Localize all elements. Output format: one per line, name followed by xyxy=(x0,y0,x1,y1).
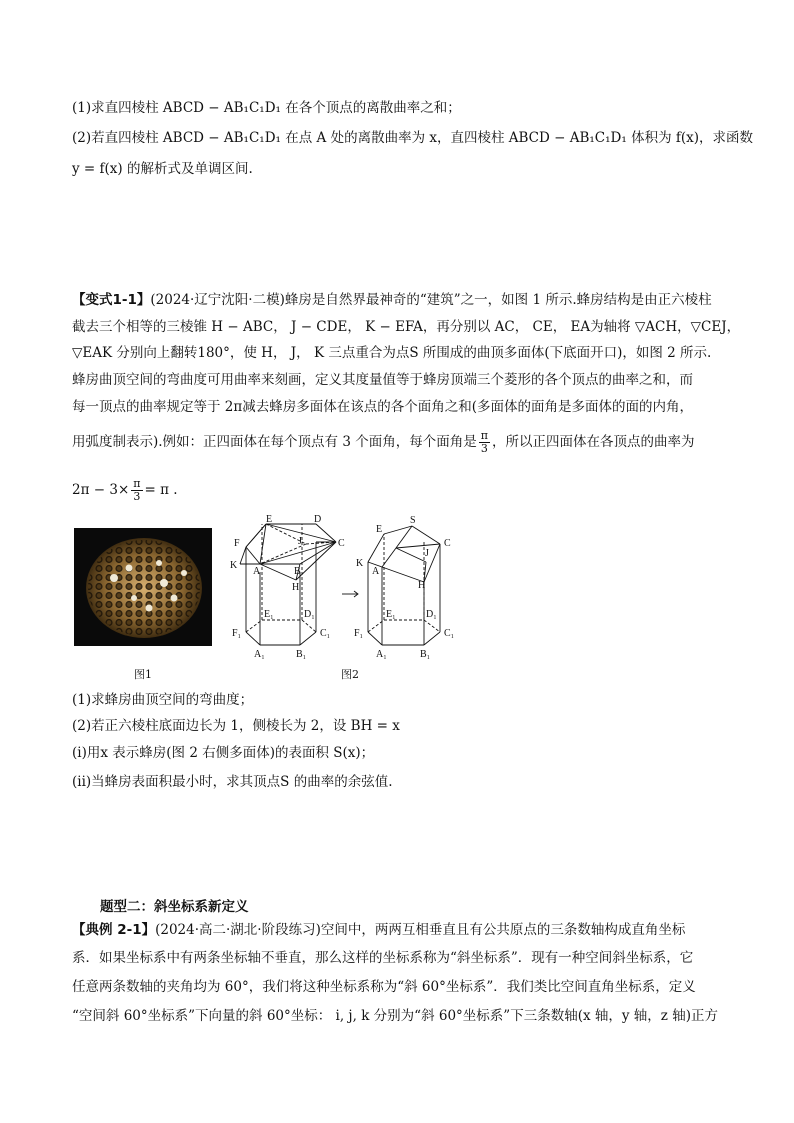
label-A-right: A xyxy=(372,566,380,577)
variant-line1 xyxy=(72,290,712,310)
section2-heading: 题型二：斜坐标系新定义 xyxy=(100,899,249,915)
question-2: (2)若正六棱柱底面边长为 1，侧棱长为 2，设 BH = x xyxy=(72,718,400,734)
label-J-right: J xyxy=(425,548,429,559)
variant-line7 xyxy=(72,478,178,503)
variant-tag: 【变式1-1】 xyxy=(72,292,151,308)
label-F1-right: F₁ xyxy=(354,628,364,639)
section2-line2: 系．如果坐标系中有两条坐标轴不垂直，那么这样的坐标系称为“斜坐标系”．现有一种空间斜坐标系，它 xyxy=(72,950,694,966)
section2-line1 xyxy=(72,920,685,940)
variant-line4: 蜂房曲顶空间的弯曲度可用曲率来刻画，定义其度量值等于蜂房顶端三个菱形的各个顶点的曲率之和，而 xyxy=(72,372,693,388)
label-H-left: H xyxy=(292,582,300,593)
question-2-ii: (ii)当蜂房表面积最小时，求其顶点S 的曲率的余弦值. xyxy=(72,774,393,790)
label-F-left: F xyxy=(234,538,240,549)
label-E-right: E xyxy=(376,524,383,535)
question-2-i: (i)用x 表示蜂房(图 2 右侧多面体)的表面积 S(x)； xyxy=(72,745,375,761)
variant-line7-end: = π . xyxy=(144,482,178,498)
label-D1-right: D₁ xyxy=(426,609,437,620)
honeycomb-photo xyxy=(74,528,212,646)
label-E-left: E xyxy=(266,514,273,525)
label-B1-right: B₁ xyxy=(420,649,431,660)
variant-line2: 截去三个相等的三棱锥 H − ABC， J − CDE， K − EFA，再分别以 AC， CE， EA为轴将 ▽ACH，▽CEJ， xyxy=(72,319,741,335)
variant-line6-start: 用弧度制表示).例如：正四面体在每个顶点有 3 个面角，每个面角是 xyxy=(72,434,477,450)
label-C1-right: C₁ xyxy=(444,628,455,639)
label-K-right: K xyxy=(356,558,364,569)
label-S-right: S xyxy=(410,515,416,526)
problem1-part1: (1)求直四棱柱 ABCD − AB₁C₁D₁ 在各个顶点的离散曲率之和； xyxy=(72,100,461,116)
label-D1-left: D₁ xyxy=(304,609,315,620)
label-C-left: C xyxy=(338,538,345,549)
figure2-caption: 图2 xyxy=(341,668,359,681)
variant-line3: ▽EAK 分别向上翻转180°，使 H， J， K 三点重合为点S 所围成的曲顶多面体(下底面开口)，如图 2 所示. xyxy=(72,345,712,361)
problem1-part2-line1: (2)若直四棱柱 ABCD − AB₁C₁D₁ 在点 A 处的离散曲率为 x，直四棱柱 ABCD − AB₁C₁D₁ 体积为 f(x)，求函数 xyxy=(72,130,754,146)
variant-line1-text: (2024·辽宁沈阳·二模)蜂房是自然界最神奇的“建筑”之一，如图 1 所示.蜂房结构是由正六棱柱 xyxy=(150,292,712,308)
label-B-left: B xyxy=(294,566,301,577)
section2-line3: 任意两条数轴的夹角均为 60°，我们将这种坐标系称为“斜 60°坐标系”．我们类比空间直角坐标系，定义 xyxy=(72,979,696,995)
label-A1-left: A₁ xyxy=(254,649,265,660)
label-D-left: D xyxy=(314,514,322,525)
label-K-left: K xyxy=(230,560,238,571)
label-F1-left: F₁ xyxy=(232,628,242,639)
section2-tag: 【典例 2-1】 xyxy=(72,922,156,938)
label-C-right: C xyxy=(444,538,451,549)
pi-over-3-fraction: $\frac{\pi}{3}$ xyxy=(480,429,488,455)
section2-line4: “空间斜 60°坐标系”下向量的斜 60°坐标： i, j, k 分别为“斜 60°坐标系”下三条数轴(x 轴，y 轴，z 轴)正方 xyxy=(72,1008,718,1024)
figure1-caption: 图1 xyxy=(134,668,152,681)
label-C1-left: C₁ xyxy=(320,628,331,639)
pi-over-3-fraction-2: $\frac{\pi}{3}$ xyxy=(133,477,141,503)
section2-line1-text: (2024·高二·湖北·阶段练习)空间中，两两互相垂直且有公共原点的三条数轴构成直角坐标 xyxy=(155,922,686,938)
variant-line7-start: 2π − 3× xyxy=(72,482,130,498)
question-1: (1)求蜂房曲顶空间的弯曲度； xyxy=(72,692,254,708)
label-E1-left: E₁ xyxy=(264,609,274,620)
variant-line6-end: ，所以正四面体在各顶点的曲率为 xyxy=(491,434,695,450)
variant-line6 xyxy=(72,430,694,455)
label-E1-right: E₁ xyxy=(386,609,396,620)
problem1-part2-line2: y = f(x) 的解析式及单调区间. xyxy=(72,161,253,177)
figure2-diagram xyxy=(226,512,476,660)
label-A1-right: A₁ xyxy=(376,649,387,660)
label-A-left: A xyxy=(253,566,261,577)
label-H-right: H xyxy=(418,580,426,591)
variant-line5: 每一顶点的曲率规定等于 2π减去蜂房多面体在该点的各个面角之和(多面体的面角是多面体的面的内角， xyxy=(72,399,694,415)
label-J-left: J xyxy=(298,536,302,547)
label-B1-left: B₁ xyxy=(296,649,307,660)
